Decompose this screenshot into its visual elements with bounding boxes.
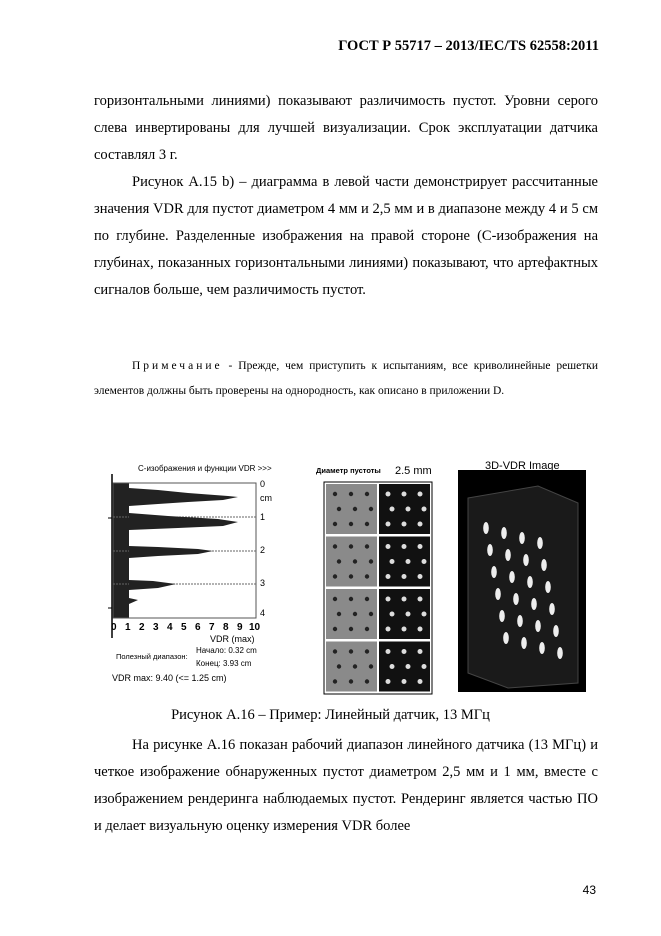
depth-tick-1: 1 <box>260 512 266 522</box>
void-dot <box>333 544 337 548</box>
void-3d <box>491 566 497 578</box>
void-3d <box>557 647 563 659</box>
void-dot <box>349 627 353 631</box>
void-3d <box>513 593 519 605</box>
paragraph-text: На рисунке А.16 показан рабочий диапазон линейного датчика (13 МГц) и четкое изображение обнаруженных пустот диаметром 2,5 мм и 1 мм, вместе с изображением рендеринга наблюдаемых пустот. Рендеринг является частью ПО и делает визуальную оценку измерения VDR более <box>94 737 598 834</box>
void-3d <box>531 598 537 610</box>
void-3d <box>503 632 509 644</box>
void-dot <box>365 597 369 601</box>
void-dot <box>402 574 407 579</box>
void-3d <box>509 571 515 583</box>
note-text: - Прежде, чем приступить к испытаниям, все криволинейные решетки элементов должны быть проверены на однородность, как описано в приложении D. <box>94 360 598 397</box>
void-dot <box>386 544 391 549</box>
range-start: Начало: 0.32 cm <box>196 646 257 655</box>
void-dot <box>386 597 391 602</box>
depth-tick-2: 2 <box>260 545 266 555</box>
range-end: Конец: 3.93 cm <box>196 659 252 668</box>
void-3d <box>535 620 541 632</box>
void-dot <box>333 679 337 683</box>
void-dot <box>337 664 341 668</box>
void-dot <box>422 507 427 512</box>
x-tick-1: 1 <box>125 622 131 633</box>
void-dot <box>333 492 337 496</box>
void-dot <box>333 574 337 578</box>
void-3d <box>483 522 489 534</box>
range-label: Полезный диапазон: <box>116 652 188 661</box>
void-dot <box>386 679 391 684</box>
3d-vdr-image <box>458 460 586 692</box>
void-dot <box>349 522 353 526</box>
void-dot <box>422 612 427 617</box>
figure-a16 <box>98 458 598 703</box>
void-dot <box>386 492 391 497</box>
void-dot <box>365 574 369 578</box>
void-3d <box>537 537 543 549</box>
void-dot <box>418 649 423 654</box>
depth-tick-4: 4 <box>260 608 266 618</box>
page-number: 43 <box>582 883 596 897</box>
void-dot <box>337 559 341 563</box>
void-dot <box>418 522 423 527</box>
void-dot <box>402 679 407 684</box>
c-image-grid <box>316 465 432 694</box>
figure-caption: Рисунок А.16 – Пример: Линейный датчик, 13 МГц <box>171 707 490 723</box>
void-dot <box>402 544 407 549</box>
paragraph-figure-a16 <box>94 732 598 840</box>
void-dot <box>418 597 423 602</box>
void-dot <box>365 522 369 526</box>
void-3d <box>549 603 555 615</box>
void-dot <box>402 627 407 632</box>
vdr-chart-panel <box>108 464 272 683</box>
void-dot <box>353 559 357 563</box>
void-dot <box>353 664 357 668</box>
void-dot <box>369 559 373 563</box>
void-3d <box>541 559 547 571</box>
void-3d <box>545 581 551 593</box>
void-dot <box>353 612 357 616</box>
x-tick-9: 9 <box>237 622 243 633</box>
void-dot <box>365 492 369 496</box>
void-dot <box>406 612 411 617</box>
paragraph-figure-a15 <box>94 169 598 304</box>
void-dot <box>365 649 369 653</box>
void-3d <box>553 625 559 637</box>
void-dot <box>406 507 411 512</box>
void-dot <box>386 574 391 579</box>
void-dot <box>349 574 353 578</box>
x-tick-5: 5 <box>181 622 187 633</box>
void-diameter-value: 2.5 mm <box>395 465 432 477</box>
void-dot <box>390 612 395 617</box>
void-dot <box>333 597 337 601</box>
void-dot <box>349 649 353 653</box>
void-diameter-label: Диаметр пустоты <box>316 466 381 475</box>
void-3d <box>499 610 505 622</box>
void-3d <box>521 637 527 649</box>
void-dot <box>333 649 337 653</box>
depth-tick-3: 3 <box>260 578 266 588</box>
void-dot <box>418 679 423 684</box>
void-dot <box>333 627 337 631</box>
vdr-max-label: VDR max: 9.40 (<= 1.25 cm) <box>112 673 227 683</box>
void-dot <box>418 574 423 579</box>
paragraph-continuation <box>94 88 598 169</box>
x-tick-6: 6 <box>195 622 201 633</box>
void-dot <box>402 649 407 654</box>
x-tick-10: 10 <box>249 622 261 633</box>
void-dot <box>386 649 391 654</box>
void-3d <box>501 527 507 539</box>
void-dot <box>349 679 353 683</box>
x-tick-8: 8 <box>223 622 229 633</box>
void-3d <box>495 588 501 600</box>
3d-image-title: 3D-VDR Image <box>485 460 560 472</box>
void-dot <box>337 612 341 616</box>
void-3d <box>519 532 525 544</box>
void-dot <box>353 507 357 511</box>
x-tick-3: 3 <box>153 622 159 633</box>
void-dot <box>365 627 369 631</box>
x-axis-label: VDR (max) <box>210 634 255 644</box>
void-dot <box>337 507 341 511</box>
void-3d <box>539 642 545 654</box>
void-dot <box>390 507 395 512</box>
x-tick-0: 0 <box>111 622 117 633</box>
void-dot <box>386 522 391 527</box>
void-dot <box>365 544 369 548</box>
depth-tick-0: 0 <box>260 479 266 489</box>
void-dot <box>402 492 407 497</box>
void-dot <box>386 627 391 632</box>
void-dot <box>406 664 411 669</box>
void-3d <box>527 576 533 588</box>
void-3d <box>523 554 529 566</box>
void-dot <box>369 507 373 511</box>
void-dot <box>418 492 423 497</box>
vdr-chart-title: С-изображения и функции VDR >>> <box>138 464 272 473</box>
void-dot <box>390 559 395 564</box>
x-tick-4: 4 <box>167 622 173 633</box>
note <box>94 354 598 404</box>
void-dot <box>369 664 373 668</box>
note-label: Примечание <box>132 360 223 372</box>
void-dot <box>418 544 423 549</box>
void-dot <box>406 559 411 564</box>
void-dot <box>402 522 407 527</box>
void-dot <box>422 559 427 564</box>
x-tick-2: 2 <box>139 622 145 633</box>
void-dot <box>369 612 373 616</box>
void-dot <box>365 679 369 683</box>
void-dot <box>402 597 407 602</box>
document-header: ГОСТ Р 55717 – 2013/IEC/TS 62558:2011 <box>338 38 599 54</box>
paragraph-text: Рисунок А.15 b) – диаграмма в левой части демонстрирует рассчитанные значения VDR для пустот диаметром 4 мм и 2,5 мм и в диапазоне между 4 и 5 см по глубине. Разделенные изображения на правой стороне (С-изображения на глубинах, показанных горизонтальными линиями) показывают, что артефактных сигналов больше, чем различимость пустот. <box>94 174 598 298</box>
paragraph-text: горизонтальными линиями) показывают различимость пустот. Уровни серого слева инвертированы для лучшей визуализации. Срок эксплуатации датчика составлял 3 г. <box>94 93 598 163</box>
void-dot <box>349 597 353 601</box>
depth-unit-label: cm <box>260 493 272 503</box>
x-tick-7: 7 <box>209 622 215 633</box>
void-dot <box>418 627 423 632</box>
void-dot <box>349 492 353 496</box>
void-3d <box>487 544 493 556</box>
void-dot <box>390 664 395 669</box>
void-dot <box>349 544 353 548</box>
void-3d <box>517 615 523 627</box>
void-dot <box>422 664 427 669</box>
void-3d <box>505 549 511 561</box>
void-dot <box>333 522 337 526</box>
